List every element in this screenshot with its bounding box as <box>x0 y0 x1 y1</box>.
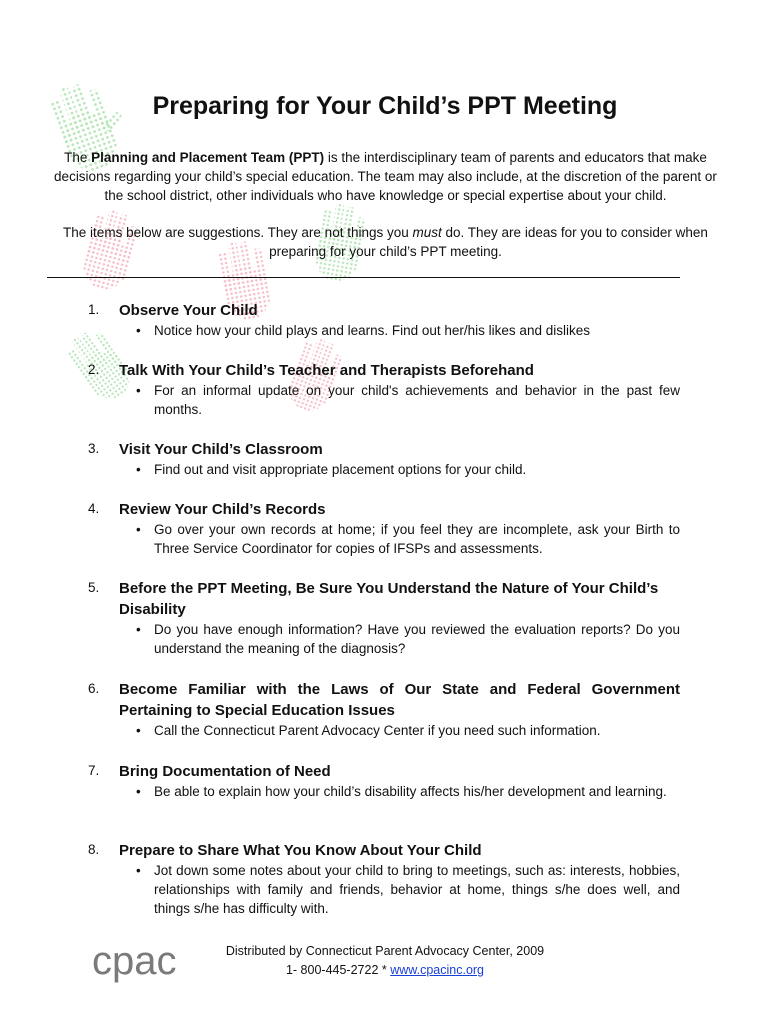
item-heading: Before the PPT Meeting, Be Sure You Understand the Nature of Your Child’s Disability <box>119 580 659 618</box>
item-bullet-text: Find out and visit appropriate placement options for your child. <box>154 462 527 477</box>
item-bullet <box>136 861 680 918</box>
list-item <box>88 360 680 419</box>
item-number: 8. <box>88 842 100 857</box>
divider <box>47 277 680 278</box>
list-item <box>88 578 680 658</box>
suggestions-paragraph <box>48 223 723 261</box>
item-bullet <box>136 460 680 479</box>
item-bullet-text: Notice how your child plays and learns. Find out her/his likes and dislikes <box>154 323 590 338</box>
footer-distribution: Distributed by Connecticut Parent Advocacy Center, 2009 <box>225 944 545 958</box>
item-number: 6. <box>88 681 100 696</box>
intro-suffix: is the interdisciplinary team of parents and educators that make decisions regarding your child’s special education. The team may also include, at the discretion of the parent or the school district, other individuals who have knowledge or special expertise about your child. <box>54 150 717 203</box>
footer-phone: 1- 800-445-2722 * <box>285 963 391 977</box>
cpac-logo-text: cpac <box>92 939 177 983</box>
intro-prefix: The <box>64 150 92 165</box>
intro-paragraph <box>48 148 723 205</box>
item-heading: Become Familiar with the Laws of Our State and Federal Government Pertaining to Special Education Issues <box>119 681 680 719</box>
item-bullet-text: Jot down some notes about your child to bring to meetings, such as: interests, hobbies, relationships with family and friends, behavior at home, things s/he does well, and things s/he has difficulty with. <box>154 863 680 916</box>
list-item <box>88 679 680 740</box>
bullet-dot-icon: • <box>136 522 141 537</box>
footer-website-link[interactable]: www.cpacinc.org <box>390 963 485 977</box>
bullet-dot-icon: • <box>136 622 141 637</box>
suggestions-before: The items below are suggestions. They are not things you <box>63 225 413 240</box>
ppt-term: Planning and Placement Team (PPT) <box>91 150 325 165</box>
item-bullet <box>136 721 680 740</box>
bullet-dot-icon: • <box>136 323 141 338</box>
item-bullet <box>136 381 680 419</box>
item-heading: Prepare to Share What You Know About Your Child <box>119 842 482 859</box>
bullet-dot-icon: • <box>136 383 141 398</box>
item-bullet <box>136 620 680 658</box>
suggestions-after: do. They are ideas for you to consider when preparing for your child’s PPT meeting. <box>269 225 708 259</box>
item-number: 4. <box>88 501 100 516</box>
item-bullet <box>136 520 680 558</box>
page-title: Preparing for Your Child’s PPT Meeting <box>152 92 618 120</box>
bullet-dot-icon: • <box>136 723 141 738</box>
list-item <box>88 439 680 479</box>
list-item <box>88 499 680 558</box>
footer-contact <box>170 961 600 980</box>
item-heading: Talk With Your Child’s Teacher and Therapists Beforehand <box>119 362 534 379</box>
item-bullet <box>136 782 680 801</box>
list-item <box>88 761 680 801</box>
item-number: 7. <box>88 763 100 778</box>
item-bullet-text: Be able to explain how your child’s disability affects his/her development and learning. <box>154 784 667 799</box>
item-bullet-text: For an informal update on your child's achievements and behavior in the past few months. <box>154 383 680 417</box>
item-heading: Bring Documentation of Need <box>119 763 331 780</box>
item-bullet <box>136 321 680 340</box>
item-heading: Review Your Child’s Records <box>119 501 326 518</box>
bullet-dot-icon: • <box>136 784 141 799</box>
item-number: 2. <box>88 362 100 377</box>
item-bullet-text: Do you have enough information? Have you reviewed the evaluation reports? Do you understand the meaning of the diagnosis? <box>154 622 680 656</box>
list-item <box>88 840 680 918</box>
footer <box>170 942 600 980</box>
bullet-dot-icon: • <box>136 462 141 477</box>
item-heading: Observe Your Child <box>119 302 258 319</box>
list-item <box>88 300 680 340</box>
item-number: 3. <box>88 441 100 456</box>
item-number: 1. <box>88 302 100 317</box>
suggestions-emphasis: must <box>412 225 442 240</box>
bullet-dot-icon: • <box>136 863 141 878</box>
item-bullet-text: Go over your own records at home; if you feel they are incomplete, ask your Birth to Three Service Coordinator for copies of IFSPs and assessments. <box>154 522 680 556</box>
item-bullet-text: Call the Connecticut Parent Advocacy Center if you need such information. <box>154 723 601 738</box>
item-heading: Visit Your Child’s Classroom <box>119 441 323 458</box>
item-number: 5. <box>88 580 100 595</box>
